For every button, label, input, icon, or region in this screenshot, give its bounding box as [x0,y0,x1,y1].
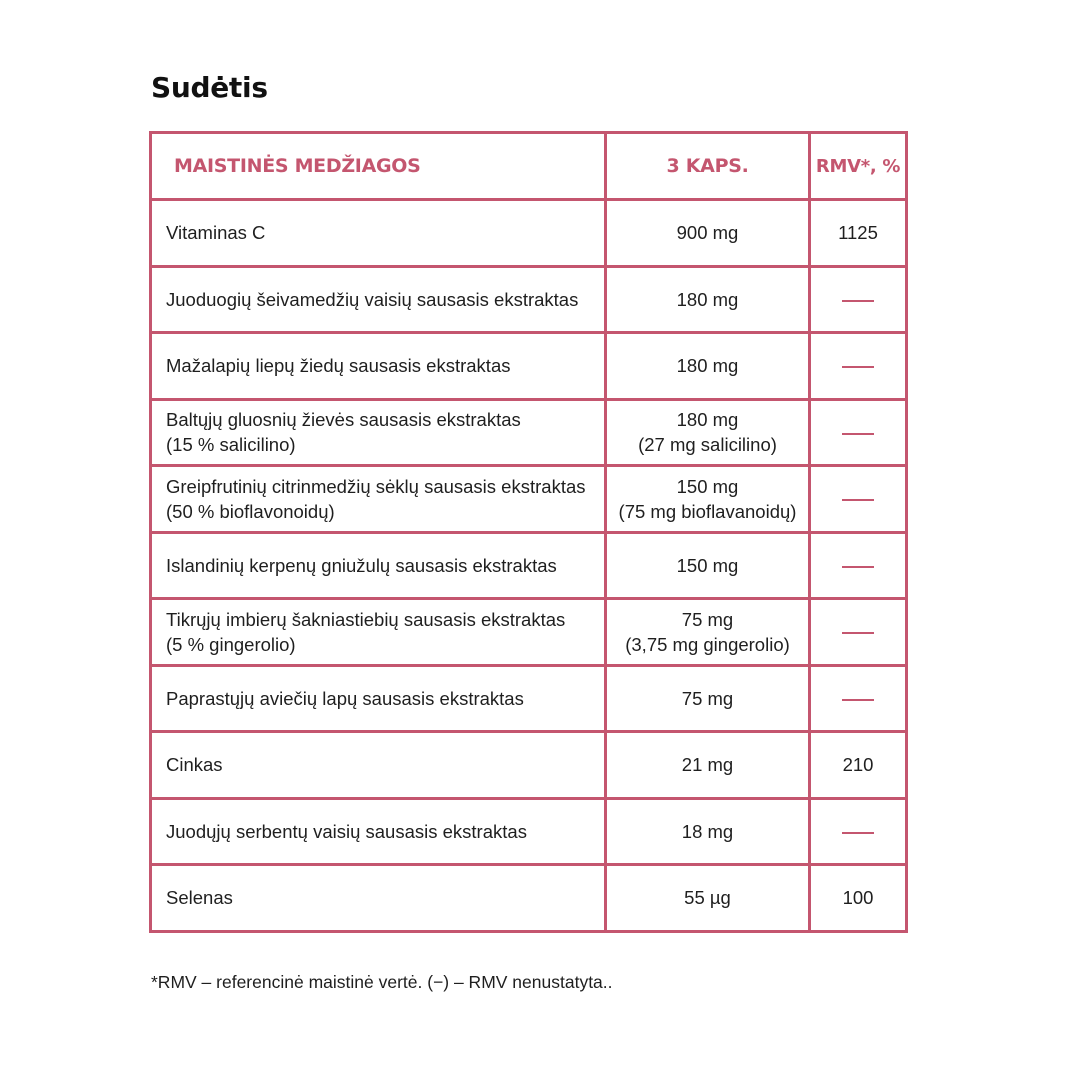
amount-value: 21 mg [681,754,734,776]
amount-cell [606,266,810,333]
rmv-value: 210 [842,754,874,776]
nutrient-name-cell [151,266,606,333]
nutrient-name: (5 % gingerolio) [166,633,296,655]
rmv-cell [810,466,907,533]
amount-value: (27 mg salicilino) [638,434,777,456]
rmv-cell [810,665,907,732]
rmv-cell [810,798,907,865]
amount-value: (75 mg bioflavanoidų) [618,500,797,522]
rmv-not-set-dash [842,433,874,435]
table-row [151,532,907,599]
nutrient-name-cell [151,399,606,466]
header-nutrients: MAISTINĖS MEDŽIAGOS [151,133,606,200]
amount-value: (3,75 mg gingerolio) [625,633,790,655]
nutrient-name-cell [151,665,606,732]
rmv-value: 100 [842,887,874,909]
table-row [151,865,907,932]
nutrient-name: Cinkas [166,754,223,776]
table-header-row [151,133,907,200]
amount-cell [606,599,810,666]
nutrient-name: Vitaminas C [166,222,266,244]
table-row [151,200,907,267]
table-row [151,665,907,732]
rmv-cell [810,333,907,400]
nutrient-name: Islandinių kerpenų gniužulų sausasis ekstraktas [166,554,557,576]
amount-value: 75 mg [681,608,734,630]
rmv-cell [810,732,907,799]
nutrient-name: (50 % bioflavonoidų) [166,500,335,522]
composition-table [149,131,908,933]
amount-value: 55 µg [684,887,731,909]
nutrient-name: Juodųjų serbentų vaisių sausasis ekstraktas [166,820,527,842]
amount-cell [606,532,810,599]
table-row [151,333,907,400]
table-row [151,798,907,865]
amount-value: 180 mg [676,409,739,431]
nutrient-name-cell [151,200,606,267]
amount-value: 150 mg [676,475,739,497]
rmv-not-set-dash [842,832,874,834]
nutrient-name-cell [151,532,606,599]
amount-cell [606,732,810,799]
amount-value: 180 mg [676,355,739,377]
nutrient-name-cell [151,798,606,865]
table-body [151,200,907,932]
nutrient-name-cell [151,333,606,400]
amount-value: 180 mg [676,288,739,310]
rmv-not-set-dash [842,699,874,701]
rmv-cell [810,865,907,932]
table-row [151,732,907,799]
nutrient-name: Tikrųjų imbierų šakniastiebių sausasis ekstraktas [166,608,566,630]
amount-value: 150 mg [676,554,739,576]
nutrient-name-cell [151,599,606,666]
rmv-value: 1125 [838,222,878,244]
rmv-cell [810,599,907,666]
table-row [151,599,907,666]
nutrient-name-cell [151,865,606,932]
nutrient-name: Juoduogių šeivamedžių vaisių sausasis ekstraktas [166,288,579,310]
amount-cell [606,665,810,732]
amount-cell [606,399,810,466]
rmv-cell [810,200,907,267]
nutrient-name: Greipfrutinių citrinmedžių sėklų sausasis ekstraktas [166,475,586,497]
header-amount: 3 KAPS. [606,133,810,200]
amount-cell [606,200,810,267]
rmv-not-set-dash [842,366,874,368]
nutrient-name: Baltųjų gluosnių žievės sausasis ekstraktas [166,409,521,431]
amount-value: 18 mg [681,820,734,842]
nutrient-name-cell [151,732,606,799]
amount-value: 900 mg [676,222,739,244]
amount-cell [606,865,810,932]
rmv-not-set-dash [842,566,874,568]
header-rmv: RMV*, % [810,133,907,200]
table-row [151,399,907,466]
table-row [151,466,907,533]
rmv-cell [810,266,907,333]
footnote: *RMV – referencinė maistinė vertė. (−) – RMV nenustatyta.. [151,972,613,992]
amount-cell [606,798,810,865]
rmv-cell [810,399,907,466]
amount-value: 75 mg [681,687,734,709]
amount-cell [606,466,810,533]
nutrient-name: (15 % salicilino) [166,434,296,456]
rmv-cell [810,532,907,599]
nutrient-name: Mažalapių liepų žiedų sausasis ekstraktas [166,355,511,377]
nutrient-name: Paprastųjų aviečių lapų sausasis ekstraktas [166,687,524,709]
nutrient-name-cell [151,466,606,533]
rmv-not-set-dash [842,632,874,634]
rmv-not-set-dash [842,499,874,501]
table-row [151,266,907,333]
rmv-not-set-dash [842,300,874,302]
amount-cell [606,333,810,400]
page-title: Sudėtis [151,71,268,104]
nutrient-name: Selenas [166,887,233,909]
